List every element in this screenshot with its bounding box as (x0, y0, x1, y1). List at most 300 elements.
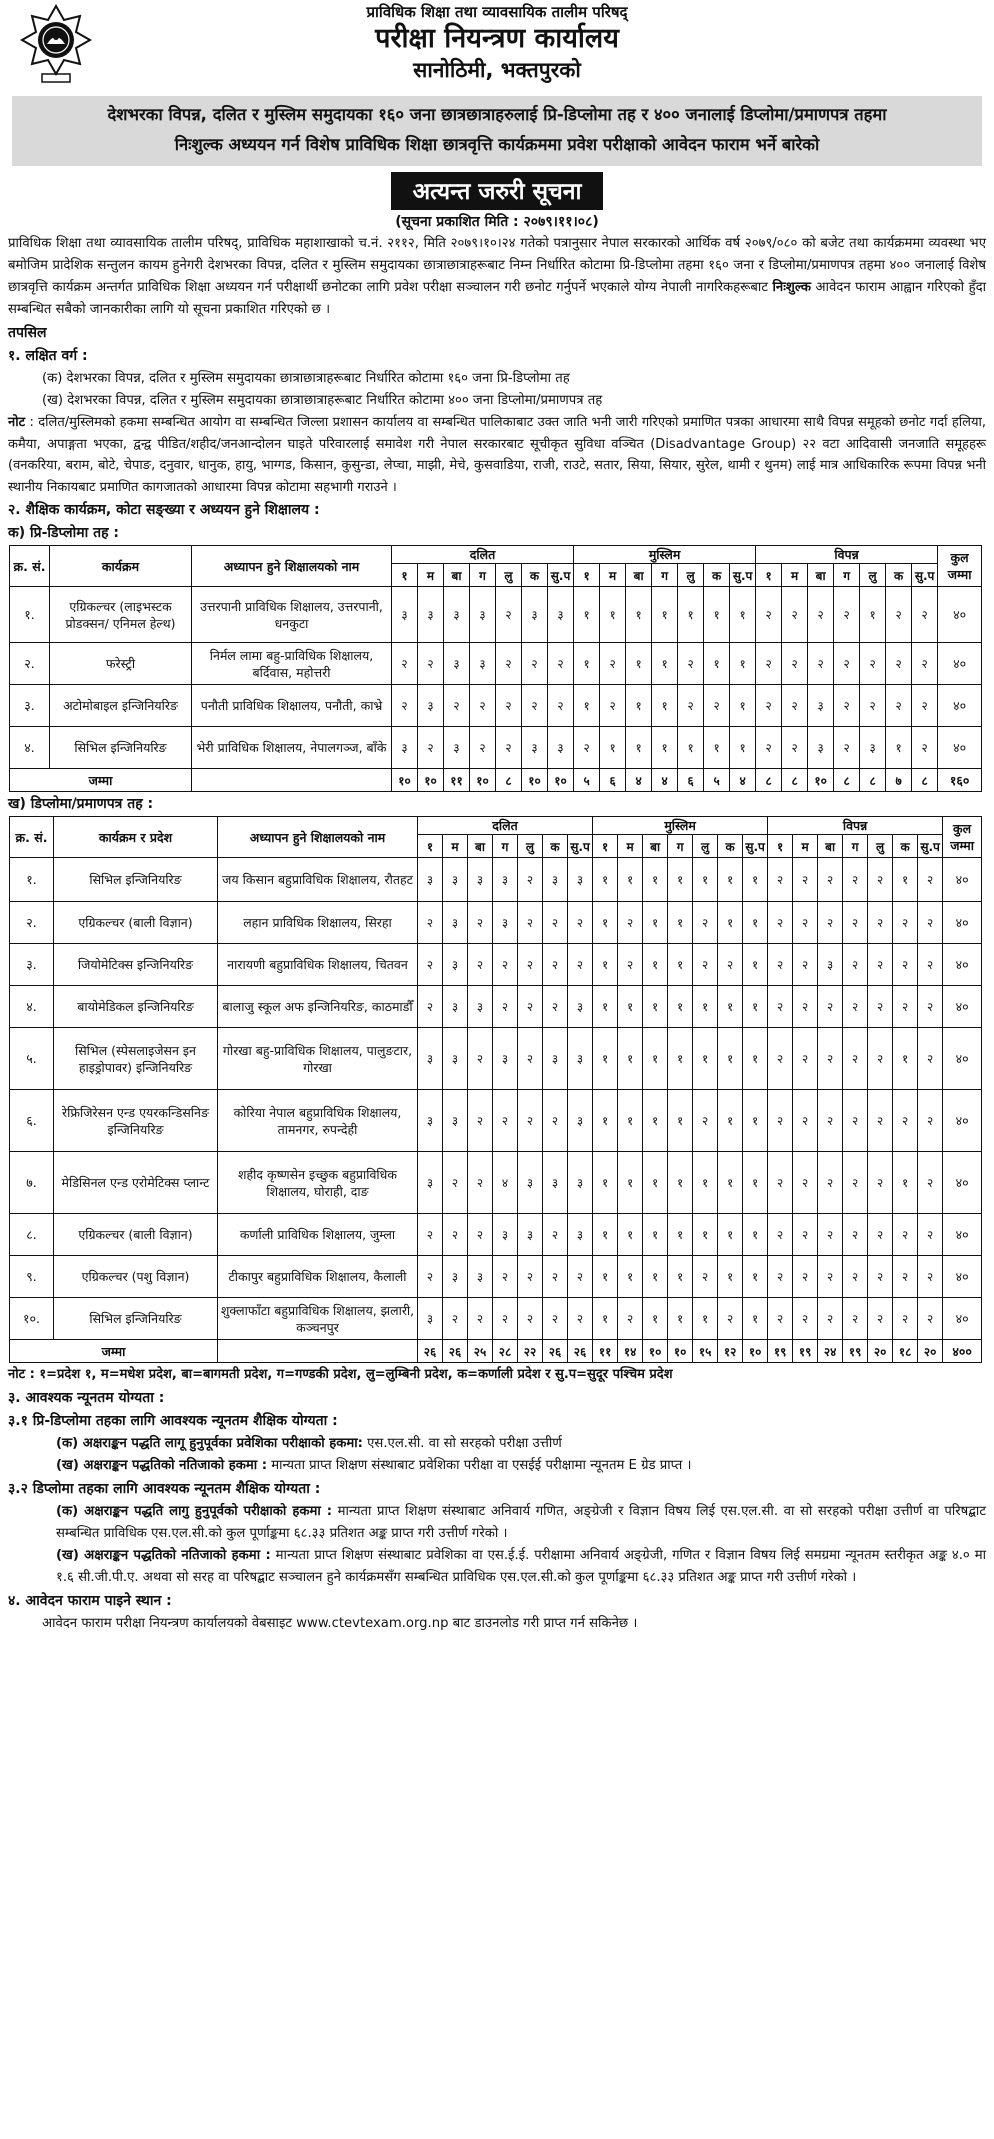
bipanna-quota-cell: २ (818, 1152, 843, 1214)
bipanna-quota-cell: २ (793, 1214, 818, 1256)
dalit-quota-cell: २ (418, 643, 444, 685)
muslim-quota-cell: १ (652, 587, 678, 643)
bipanna-total-cell: ८ (756, 769, 782, 792)
dalit-total-cell: १० (418, 769, 444, 792)
bipanna-quota-cell: २ (868, 1256, 893, 1298)
diploma-heading: ख) डिप्लोमा/प्रमाणपत्र तह : (8, 796, 154, 813)
table-header-row (10, 817, 982, 835)
province-header: लु (868, 835, 893, 858)
bipanna-quota-cell: २ (793, 1028, 818, 1090)
province-header: लु (860, 564, 886, 587)
muslim-quota-cell: १ (574, 643, 600, 685)
bipanna-quota-cell: २ (834, 643, 860, 685)
bipanna-quota-cell: २ (893, 986, 918, 1028)
qualification-label: (ख) अक्षराङ्कन पद्धतिको नतिजाको हकमा : (56, 1548, 271, 1564)
muslim-total-cell: ६ (600, 769, 626, 792)
school-cell: शहीद कृष्णसेन इच्छुक बहुप्राविधिक शिक्षालय, घोराही, दाङ (218, 1152, 418, 1214)
muslim-quota-cell: १ (668, 944, 693, 986)
table-row (10, 643, 982, 685)
dalit-quota-cell: २ (518, 944, 543, 986)
dalit-quota-cell: २ (496, 685, 522, 727)
muslim-quota-cell: १ (618, 1152, 643, 1214)
dalit-quota-cell: २ (518, 902, 543, 944)
muslim-quota-cell: १ (730, 727, 756, 769)
muslim-quota-cell: १ (643, 1152, 668, 1214)
bipanna-total-cell: ८ (834, 769, 860, 792)
table-row (10, 902, 982, 944)
dalit-quota-cell: २ (468, 1152, 493, 1214)
province-header: ग (470, 564, 496, 587)
province-header: ग (668, 835, 693, 858)
bipanna-quota-cell: २ (886, 587, 912, 643)
province-header: म (793, 835, 818, 858)
bipanna-quota-cell: २ (818, 1298, 843, 1340)
muslim-quota-cell: १ (593, 1214, 618, 1256)
muslim-total-cell: १५ (693, 1340, 718, 1363)
dalit-quota-cell: ३ (493, 858, 518, 902)
total-header: कुल जम्मा (943, 817, 982, 858)
table-row (10, 685, 982, 727)
bipanna-total-cell: १९ (793, 1340, 818, 1363)
province-header: लु (678, 564, 704, 587)
bipanna-total-cell: २० (868, 1340, 893, 1363)
province-abbreviation-note: नोट : १=प्रदेश १, म=मधेश प्रदेश, बा=बागमती प्रदेश, ग=गण्डकी प्रदेश, लु=लुम्बिनी प्रदेश, क=कर्णाली प्रदेश र सु.प=सुदूर पश्चिम प्रदेश (8, 1367, 673, 1383)
bipanna-quota-cell: २ (768, 1028, 793, 1090)
bipanna-quota-cell: २ (886, 643, 912, 685)
province-header: बा (444, 564, 470, 587)
muslim-total-cell: १० (743, 1340, 768, 1363)
section-3-1-title: ३.१ प्रि-डिप्लोमा तहका लागि आवश्यक न्यूनतम शैक्षिक योग्यता : (8, 1413, 338, 1430)
section-2-title: २. शैक्षिक कार्यक्रम, कोटा सङ्ख्या र अध्ययन हुने शिक्षालय : (8, 502, 320, 519)
bipanna-quota-cell: २ (768, 858, 793, 902)
table-row (10, 944, 982, 986)
school-cell: कोरिया नेपाल बहुप्राविधिक शिक्षालय, तामनगर, रुपन्देही (218, 1090, 418, 1152)
school-cell: लहान प्राविधिक शिक्षालय, सिरहा (218, 902, 418, 944)
serial-cell: ९. (10, 1256, 54, 1298)
bipanna-quota-cell: २ (808, 643, 834, 685)
muslim-quota-cell: १ (693, 1298, 718, 1340)
bipanna-quota-cell: २ (893, 1298, 918, 1340)
dalit-quota-cell: २ (468, 1090, 493, 1152)
dalit-quota-cell: २ (518, 986, 543, 1028)
muslim-quota-cell: १ (678, 587, 704, 643)
bipanna-quota-cell: १ (893, 1028, 918, 1090)
bipanna-quota-cell: २ (912, 587, 938, 643)
dalit-quota-cell: ३ (518, 1152, 543, 1214)
school-cell: टीकापुर बहुप्राविधिक शिक्षालय, कैलाली (218, 1256, 418, 1298)
bipanna-quota-cell: २ (793, 1152, 818, 1214)
pre-diploma-heading: क) प्रि-डिप्लोमा तह : (8, 525, 119, 542)
muslim-quota-cell: १ (668, 986, 693, 1028)
province-header: क (704, 564, 730, 587)
muslim-quota-cell: १ (693, 1214, 718, 1256)
province-header: लु (496, 564, 522, 587)
muslim-quota-cell: २ (718, 1298, 743, 1340)
bipanna-quota-cell: २ (756, 685, 782, 727)
dalit-quota-cell: ३ (418, 587, 444, 643)
muslim-total-cell: ४ (652, 769, 678, 792)
dalit-header: दलित (418, 817, 593, 835)
dalit-quota-cell: ३ (443, 1090, 468, 1152)
bipanna-quota-cell: २ (834, 727, 860, 769)
muslim-total-cell: ६ (678, 769, 704, 792)
muslim-quota-cell: १ (643, 1256, 668, 1298)
qualification-text: मान्यता प्राप्त शिक्षण संस्थाबाट प्रवेशिका परीक्षा वा एसईई परीक्षामा न्यूनतम E ग्रेड प्राप्त । (267, 1458, 692, 1474)
dalit-quota-cell: २ (543, 902, 568, 944)
bipanna-quota-cell: २ (793, 1256, 818, 1298)
muslim-quota-cell: १ (600, 727, 626, 769)
muslim-quota-cell: २ (618, 1298, 643, 1340)
dalit-quota-cell: २ (468, 1214, 493, 1256)
table-row (10, 1298, 982, 1340)
bipanna-quota-cell: २ (756, 643, 782, 685)
dalit-quota-cell: ३ (444, 587, 470, 643)
table-row (10, 727, 982, 769)
province-header: १ (756, 564, 782, 587)
muslim-total-cell: ५ (704, 769, 730, 792)
bipanna-quota-cell: २ (843, 1214, 868, 1256)
school-cell: गोरखा बहु-प्राविधिक शिक्षालय, पालुङटार, गोरखा (218, 1028, 418, 1090)
dalit-quota-cell: २ (493, 1298, 518, 1340)
serial-cell: ६. (10, 1090, 54, 1152)
muslim-quota-cell: २ (600, 643, 626, 685)
muslim-quota-cell: १ (574, 685, 600, 727)
program-cell: एग्रिकल्चर (पशु विज्ञान) (54, 1256, 218, 1298)
bipanna-total-cell: ७ (886, 769, 912, 792)
bipanna-quota-cell: २ (818, 902, 843, 944)
school-cell: उत्तरपानी प्राविधिक शिक्षालय, उत्तरपानी, धनकुटा (192, 587, 392, 643)
table-row (10, 1090, 982, 1152)
bipanna-quota-cell: २ (893, 1256, 918, 1298)
school-cell: बालाजु स्कूल अफ इन्जिनियरिङ, काठमाडौँ (218, 986, 418, 1028)
province-header: ग (493, 835, 518, 858)
muslim-quota-cell: १ (626, 643, 652, 685)
bipanna-quota-cell: २ (808, 587, 834, 643)
dalit-quota-cell: ३ (468, 858, 493, 902)
serial-header: क्र. सं. (10, 546, 50, 587)
bipanna-total-cell: १९ (843, 1340, 868, 1363)
bipanna-quota-cell: २ (818, 1256, 843, 1298)
muslim-quota-cell: १ (668, 1256, 693, 1298)
dalit-quota-cell: २ (543, 986, 568, 1028)
dalit-quota-cell: २ (468, 1298, 493, 1340)
muslim-quota-cell: १ (652, 685, 678, 727)
muslim-quota-cell: १ (652, 727, 678, 769)
section-4-title: ४. आवेदन फाराम पाइने स्थान : (8, 1593, 172, 1610)
bipanna-quota-cell: २ (843, 986, 868, 1028)
dalit-quota-cell: ३ (443, 986, 468, 1028)
bipanna-quota-cell: २ (893, 1214, 918, 1256)
program-cell: बायोमेडिकल इन्जिनियरिङ (54, 986, 218, 1028)
school-cell: नारायणी बहुप्राविधिक शिक्षालय, चितवन (218, 944, 418, 986)
bipanna-quota-cell: २ (818, 1090, 843, 1152)
dalit-total-cell: १० (470, 769, 496, 792)
province-header: लु (693, 835, 718, 858)
dalit-quota-cell: २ (543, 1090, 568, 1152)
muslim-quota-cell: १ (643, 1298, 668, 1340)
intro-paragraph (8, 233, 986, 321)
row-total-cell: ४० (938, 643, 982, 685)
muslim-quota-cell: १ (643, 986, 668, 1028)
dalit-quota-cell: २ (418, 1214, 443, 1256)
diploma-quota-table (9, 816, 982, 1363)
serial-header: क्र. सं. (10, 817, 54, 858)
bipanna-quota-cell: २ (918, 1152, 943, 1214)
total-row (10, 1340, 982, 1363)
notice-title-line: निःशुल्क अध्ययन गर्न विशेष प्राविधिक शिक्षा छात्रवृत्ति कार्यक्रममा प्रवेश परीक्षाको आवेदन फाराम भर्ने बारेको (174, 135, 820, 154)
dalit-quota-cell: २ (496, 727, 522, 769)
bipanna-quota-cell: २ (834, 587, 860, 643)
dalit-quota-cell: २ (392, 685, 418, 727)
province-header: क (543, 835, 568, 858)
pre-diploma-quota-table (9, 545, 982, 792)
school-cell: पनौती प्राविधिक शिक्षालय, पनौती, काभ्रे (192, 685, 392, 727)
row-total-cell: ४० (943, 1214, 982, 1256)
qualification-text: मान्यता प्राप्त शिक्षण संस्थाबाट अनिवार्य गणित, अङ्ग्रेजी र विज्ञान विषय लिई एस.एल.सी. वा सो सरहको परीक्षा उत्तीर्ण वा परिषद्बाट सम्बन्धित प्राविधिक एस.एल.सी.को कुल पूर्णाङ्कमा ६८.३३ प्रतिशत अङ्क प्राप्त गरी उत्तीर्ण गरेको । (56, 1504, 986, 1542)
bipanna-quota-cell: २ (793, 902, 818, 944)
serial-cell: १०. (10, 1298, 54, 1340)
muslim-quota-cell: १ (668, 1214, 693, 1256)
bipanna-quota-cell: २ (793, 944, 818, 986)
dalit-quota-cell: ३ (468, 986, 493, 1028)
bipanna-quota-cell: २ (782, 587, 808, 643)
bipanna-quota-cell: २ (868, 1152, 893, 1214)
serial-cell: ३. (10, 944, 54, 986)
dalit-quota-cell: २ (518, 1298, 543, 1340)
dalit-quota-cell: २ (548, 685, 574, 727)
province-header: म (782, 564, 808, 587)
province-header: लु (518, 835, 543, 858)
school-cell: कर्णाली प्राविधिक शिक्षालय, जुम्ला (218, 1214, 418, 1256)
bipanna-quota-cell: ३ (860, 727, 886, 769)
dalit-quota-cell: ३ (444, 643, 470, 685)
serial-cell: ४. (10, 986, 54, 1028)
dalit-total-cell: २२ (518, 1340, 543, 1363)
dalit-quota-cell: २ (522, 643, 548, 685)
program-cell: मेडिसिनल एन्ड एरोमेटिक्स प्लान्ट (54, 1152, 218, 1214)
school-cell: भेरी प्राविधिक शिक्षालय, नेपालगञ्ज, बाँके (192, 727, 392, 769)
table-header-row (10, 546, 982, 564)
dalit-quota-cell: ३ (493, 902, 518, 944)
muslim-total-cell: ४ (626, 769, 652, 792)
row-total-cell: ४० (943, 1256, 982, 1298)
qualification-item (8, 1433, 986, 1455)
muslim-quota-cell: १ (618, 1214, 643, 1256)
total-row (10, 769, 982, 792)
serial-cell: ८. (10, 1214, 54, 1256)
program-header: कार्यक्रम र प्रदेश (54, 817, 218, 858)
province-header: बा (626, 564, 652, 587)
serial-cell: ३. (10, 685, 50, 727)
dalit-quota-cell: २ (468, 1028, 493, 1090)
bipanna-quota-cell: २ (868, 902, 893, 944)
province-header: क (886, 564, 912, 587)
table-row (10, 587, 982, 643)
qualification-label: (ख) अक्षराङ्कन पद्धतिको नतिजाको हकमा : (56, 1458, 268, 1474)
program-cell: अटोमोबाइल इन्जिनियरिङ (50, 685, 192, 727)
publication-date: (सूचना प्रकाशित मिति : २०७९।११।०८) (395, 214, 599, 230)
dalit-quota-cell: ३ (548, 727, 574, 769)
bipanna-quota-cell: २ (918, 1028, 943, 1090)
bipanna-total-cell: ८ (860, 769, 886, 792)
province-header: म (618, 835, 643, 858)
muslim-total-cell: १२ (718, 1340, 743, 1363)
bipanna-quota-cell: २ (818, 986, 843, 1028)
muslim-header: मुस्लिम (593, 817, 768, 835)
bipanna-quota-cell: २ (918, 1298, 943, 1340)
application-form-location: आवेदन फाराम परीक्षा नियन्त्रण कार्यालयको वेबसाइट www.ctevtexam.org.np बाट डाउनलोड गरी प्राप्त गर्न सकिनेछ । (42, 1616, 638, 1632)
dalit-quota-cell: २ (518, 1090, 543, 1152)
row-total-cell: ४० (943, 902, 982, 944)
muslim-quota-cell: १ (668, 1152, 693, 1214)
program-cell: एग्रिकल्चर (बाली विज्ञान) (54, 1214, 218, 1256)
total-header: कुल जम्मा (938, 546, 982, 587)
dalit-quota-cell: ३ (522, 587, 548, 643)
program-cell: एग्रिकल्चर (लाइभस्टक प्रोडक्सन/ एनिमल हेल्थ) (50, 587, 192, 643)
dalit-quota-cell: २ (468, 902, 493, 944)
muslim-quota-cell: १ (718, 1090, 743, 1152)
bipanna-quota-cell: २ (793, 1090, 818, 1152)
muslim-quota-cell: १ (593, 902, 618, 944)
grand-total-cell: ४०० (943, 1340, 982, 1363)
bipanna-quota-cell: २ (768, 902, 793, 944)
muslim-quota-cell: १ (593, 1152, 618, 1214)
qualification-item (8, 1455, 986, 1477)
muslim-quota-cell: १ (718, 1214, 743, 1256)
muslim-quota-cell: २ (678, 643, 704, 685)
target-item: (ख) देशभरका विपन्न, दलित र मुस्लिम समुदायका छात्राछात्राहरूबाट निर्धारित कोटामा ४०० जना डिप्लोमा/प्रमाणपत्र तह (42, 393, 603, 408)
province-header: सु.प (730, 564, 756, 587)
table-row (10, 858, 982, 902)
muslim-quota-cell: १ (693, 858, 718, 902)
province-header: क (893, 835, 918, 858)
serial-cell: २. (10, 643, 50, 685)
dalit-quota-cell: ४ (493, 1152, 518, 1214)
row-total-cell: ४० (943, 944, 982, 986)
dalit-quota-cell: ३ (418, 1028, 443, 1090)
dalit-quota-cell: २ (470, 685, 496, 727)
province-header: बा (468, 835, 493, 858)
table-row (10, 1256, 982, 1298)
dalit-quota-cell: २ (418, 902, 443, 944)
muslim-quota-cell: १ (618, 986, 643, 1028)
table-row (10, 986, 982, 1028)
program-cell: जियोमेटिक्स इन्जिनियरिङ (54, 944, 218, 986)
province-header: सु.प (548, 564, 574, 587)
dalit-quota-cell: २ (493, 1256, 518, 1298)
muslim-quota-cell: २ (618, 902, 643, 944)
muslim-quota-cell: १ (600, 587, 626, 643)
bipanna-quota-cell: २ (843, 902, 868, 944)
intro-free-emphasis: निःशुल्क (772, 280, 811, 295)
program-cell: फरेस्ट्री (50, 643, 192, 685)
dalit-quota-cell: २ (496, 643, 522, 685)
serial-cell: ७. (10, 1152, 54, 1214)
bipanna-quota-cell: २ (843, 944, 868, 986)
urgent-notice-badge: अत्यन्त जरुरी सूचना (391, 172, 604, 210)
bipanna-quota-cell: २ (782, 727, 808, 769)
muslim-quota-cell: १ (718, 858, 743, 902)
muslim-quota-cell: १ (718, 1152, 743, 1214)
dalit-quota-cell: ३ (548, 587, 574, 643)
dalit-quota-cell: ३ (518, 1214, 543, 1256)
bipanna-quota-cell: २ (860, 685, 886, 727)
dalit-quota-cell: २ (568, 1298, 593, 1340)
muslim-quota-cell: १ (718, 986, 743, 1028)
dalit-quota-cell: २ (470, 727, 496, 769)
muslim-quota-cell: १ (626, 685, 652, 727)
bipanna-quota-cell: ३ (818, 944, 843, 986)
bipanna-quota-cell: २ (793, 858, 818, 902)
organization-name: प्राविधिक शिक्षा तथा व्यावसायिक तालीम परिषद् (366, 3, 628, 21)
bipanna-quota-cell: १ (893, 1152, 918, 1214)
muslim-quota-cell: १ (593, 858, 618, 902)
province-header: म (600, 564, 626, 587)
muslim-quota-cell: १ (643, 1028, 668, 1090)
dalit-quota-cell: ३ (443, 1028, 468, 1090)
dalit-quota-cell: २ (493, 1090, 518, 1152)
dalit-quota-cell: २ (543, 944, 568, 986)
bipanna-quota-cell: २ (782, 685, 808, 727)
program-cell: सिभिल इन्जिनियरिङ (54, 858, 218, 902)
dalit-quota-cell: ३ (568, 1214, 593, 1256)
office-location: सानोठिमी, भक्तपुरको (413, 58, 581, 82)
section-1-note (8, 412, 986, 498)
total-empty-cell (192, 769, 392, 792)
bipanna-quota-cell: १ (893, 858, 918, 902)
dalit-quota-cell: ३ (543, 1152, 568, 1214)
muslim-quota-cell: १ (743, 1256, 768, 1298)
province-header: १ (768, 835, 793, 858)
bipanna-quota-cell: २ (843, 1256, 868, 1298)
bipanna-quota-cell: २ (818, 1028, 843, 1090)
bipanna-quota-cell: २ (756, 587, 782, 643)
muslim-quota-cell: १ (743, 986, 768, 1028)
bipanna-quota-cell: २ (918, 1214, 943, 1256)
dalit-quota-cell: २ (443, 1298, 468, 1340)
qualification-item (8, 1501, 986, 1545)
muslim-quota-cell: १ (668, 1298, 693, 1340)
province-header: सु.प (918, 835, 943, 858)
muslim-quota-cell: १ (593, 1090, 618, 1152)
muslim-quota-cell: १ (718, 1256, 743, 1298)
muslim-total-cell: १० (668, 1340, 693, 1363)
bipanna-quota-cell: २ (886, 685, 912, 727)
muslim-quota-cell: १ (730, 685, 756, 727)
bipanna-quota-cell: २ (768, 986, 793, 1028)
muslim-total-cell: ४ (730, 769, 756, 792)
muslim-quota-cell: १ (704, 727, 730, 769)
dalit-quota-cell: २ (568, 1256, 593, 1298)
bipanna-quota-cell: २ (893, 902, 918, 944)
row-total-cell: ४० (943, 986, 982, 1028)
muslim-total-cell: ११ (593, 1340, 618, 1363)
province-header: बा (643, 835, 668, 858)
muslim-quota-cell: १ (730, 587, 756, 643)
muslim-quota-cell: १ (743, 1214, 768, 1256)
muslim-quota-cell: १ (643, 1090, 668, 1152)
dalit-quota-cell: २ (418, 986, 443, 1028)
dalit-total-cell: २६ (568, 1340, 593, 1363)
muslim-quota-cell: १ (743, 1298, 768, 1340)
muslim-quota-cell: १ (678, 727, 704, 769)
bipanna-quota-cell: २ (843, 1152, 868, 1214)
section-3-2-title: ३.२ डिप्लोमा तहका लागि आवश्यक न्यूनतम शैक्षिक योग्यता : (8, 1481, 321, 1498)
dalit-total-cell: ८ (496, 769, 522, 792)
table-row (10, 1214, 982, 1256)
muslim-quota-cell: १ (593, 1256, 618, 1298)
muslim-quota-cell: २ (693, 1256, 718, 1298)
